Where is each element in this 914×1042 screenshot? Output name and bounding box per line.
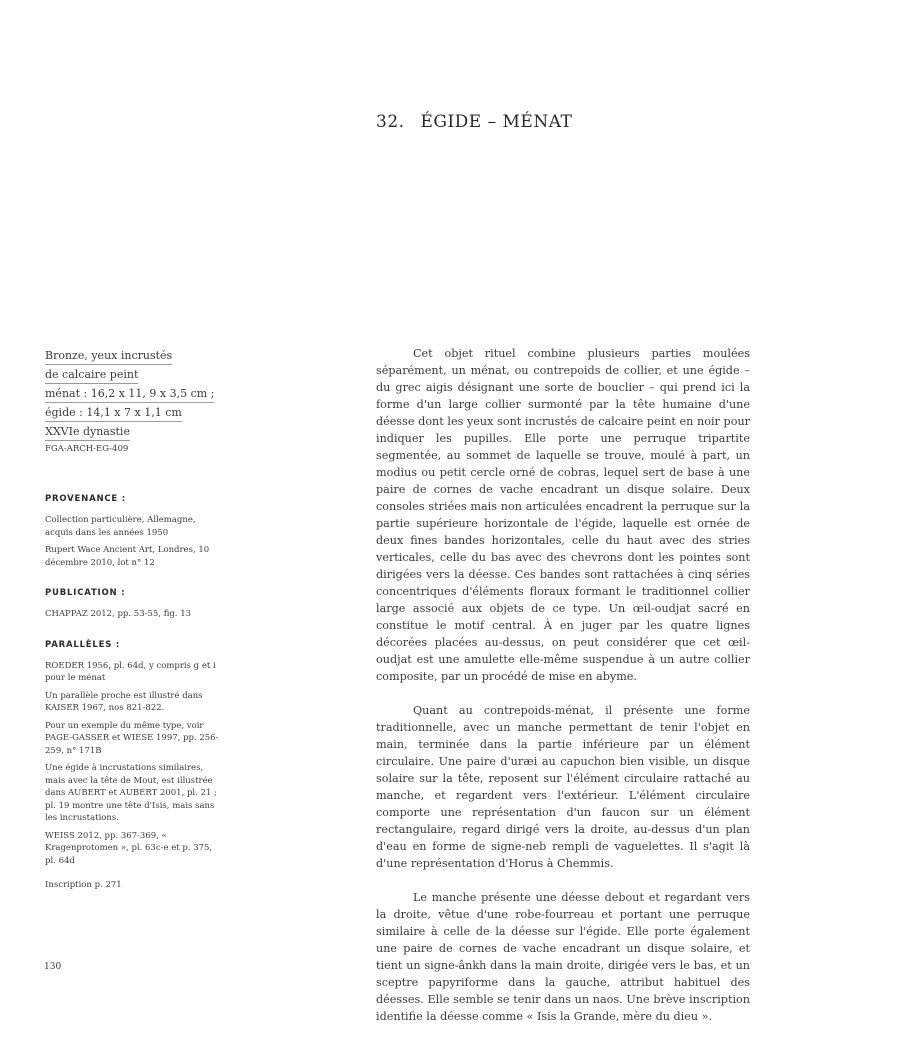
publication-item: CHAPPAZ 2012, pp. 53-55, fig. 13 [45,609,192,619]
inscription-reference: Inscription p. 271 [45,880,122,890]
publication-heading: PUBLICATION : [45,588,126,598]
body-paragraph: Cet objet rituel combine plusieurs parties moulées séparément, un ménat, ou contrepoids de collier, et une égide – du grec aigis désignant une sorte de bouclier – qui prend ici la forme d'un large collier surmonté par la tête humaine d'une déesse dont les yeux sont incrustés de calcaire peint en noir pour indiquer les pupilles. Elle porte une perruque tripartite segmentée, au sommet de laquelle se trouve, moulé à part, un modius ou petit cercle orné de cobras, lequel sert de base à une paire de cornes de vache encadrant un disque solaire. Deux consoles striées mais non articulées encadrent la perruque sur la partie supérieure horizontale de l'égide, laquelle est ornée de deux fines bandes horizontales, celle du haut avec des stries verticales, celle du bas avec des chevrons dont les pointes sont dirigées vers la déesse. Ces bandes sont rattachées à cinq séries concentriques d'éléments floraux formant le traditionnel collier large associé aux objets de ce type. Un œil-oudjat sacré en constitue le motif central. À en juger par les quatre lignes décorées placées au-dessus, on peut considérer que cet œil-oudjat est une amulette elle-même suspendue à un autre collier composite, par un procédé de mise en abyme. [376,347,750,683]
body-paragraph: Le manche présente une déesse debout et regardant vers la droite, vêtue d'une robe-fourreau et portant une perruque similaire à celle de la déesse sur l'égide. Elle porte également une paire de cornes de vache encadrant un disque solaire, et tient un signe-ânkh dans la main droite, dirigée vers le bas, et un sceptre papyriforme dans la gauche, attribut habituel des déesses. Elle semble se tenir dans un naos. Une brève inscription identifie la déesse comme « Isis la Grande, mère du dieu ». [376,891,750,1023]
body-paragraph: Quant au contrepoids-ménat, il présente une forme traditionnelle, avec un manche permettant de tenir l'objet en main, terminée dans la partie inférieure par un élément circulaire. Une paire d'uræi au capuchon bien visible, un disque solaire sur la tête, reposent sur l'élément circulaire rattaché au manche, et regardent vers l'extérieur. L'élément circulaire comporte une représentation d'un faucon sur un élément rectangulaire, regard dirigé vers la droite, au-dessus d'un plan d'eau en forme de signe-neb rempli de vaguelettes. Il s'agit là d'une représentation d'Horus à Chemmis. [376,704,750,870]
object-specs [45,347,220,456]
body-text [376,345,750,1042]
spec-line: égide : 14,1 x 7 x 1,1 cm [45,405,182,422]
catalogue-number: 32. [376,112,405,132]
parallele-item: WEISS 2012, pp. 367-369, « Kragenprotomen », pl. 63c-e et p. 375, pl. 64d [45,830,213,866]
parallele-item: Un parallèle proche est illustré dans KAISER 1967, nos 821-822. [45,690,203,713]
page-number: 130 [44,962,62,972]
page-title [376,112,572,132]
catalogue-title: ÉGIDE – MÉNAT [420,112,573,132]
paralleles-heading: PARALLÈLES : [45,639,121,650]
provenance-item: Rupert Wace Ancient Art, Londres, 10 décembre 2010, lot n° 12 [45,545,210,568]
sidebar-metadata [45,347,220,897]
provenance-item: Collection particulière, Allemagne, acquis dans les années 1950 [45,515,196,538]
parallele-item: Pour un exemple du même type, voir PAGE-GASSER et WIESE 1997, pp. 256-259, n° 171B [45,720,219,756]
spec-line: Bronze, yeux incrustés [45,348,172,365]
parallele-item: Une égide à incrustations similaires, mais avec la tête de Mout, est illustrée dans AUBERT et AUBERT 2001, pl. 21 ; pl. 19 montre une tête d'Isis, mais sans les incrustations. [45,763,217,823]
provenance-heading: PROVENANCE : [45,494,126,504]
spec-line: de calcaire peint [45,367,138,384]
spec-line: XXVIe dynastie [45,424,130,441]
parallele-item: ROEDER 1956, pl. 64d, y compris g et i pour le ménat [45,660,216,683]
spec-line: ménat : 16,2 x 11, 9 x 3,5 cm ; [45,386,214,403]
inventory-number: FGA-ARCH-EG-409 [45,444,129,454]
